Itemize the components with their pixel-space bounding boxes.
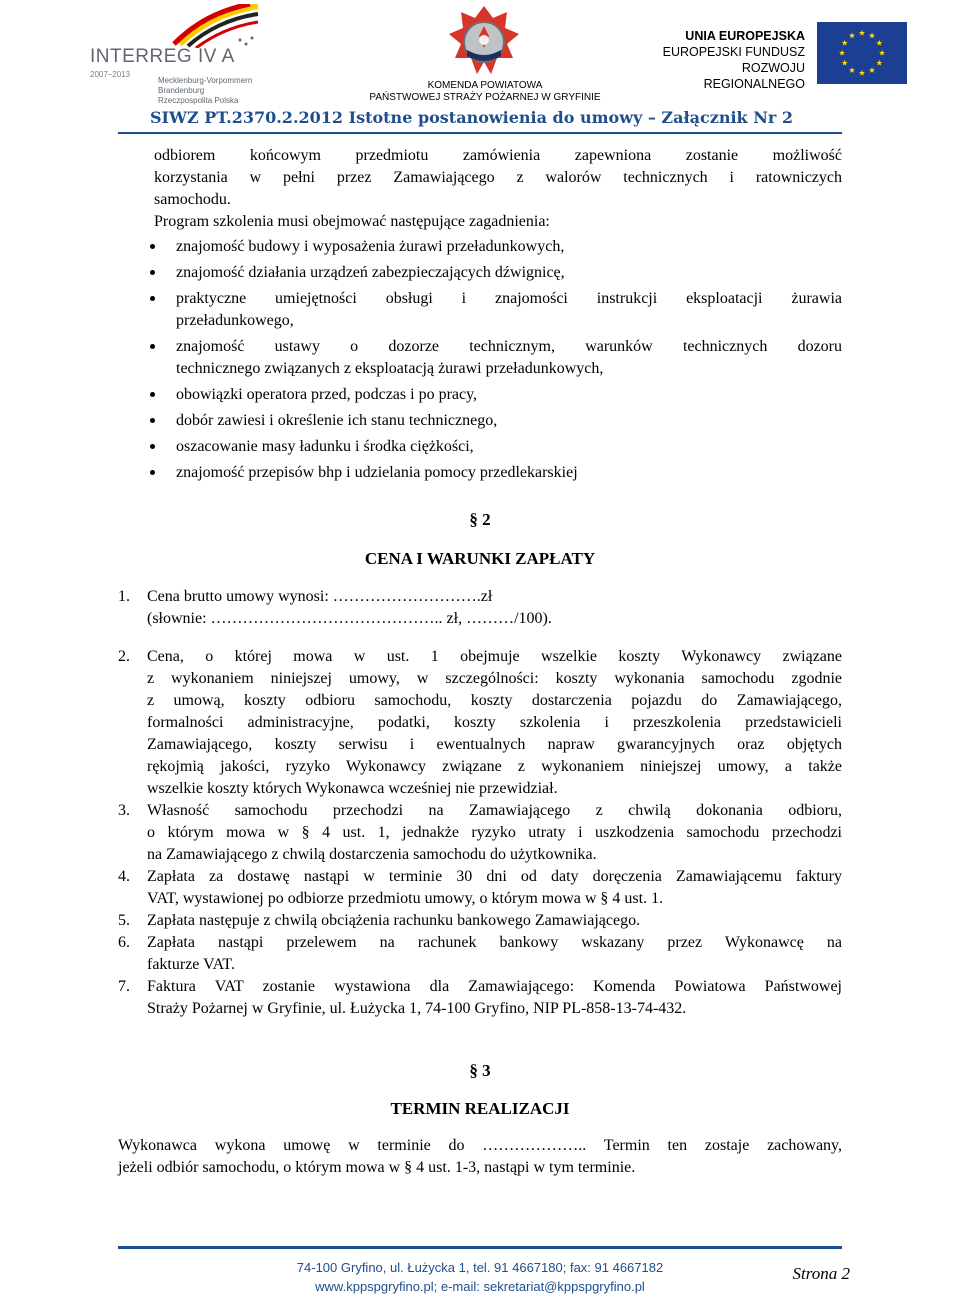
institution-name [340, 80, 630, 104]
institution-line-1: KOMENDA POWIATOWA [427, 80, 543, 91]
item-line: Faktura VAT zostanie wystawiona dla Zamawiającego: Komenda Powiatowa Państwowej [147, 978, 842, 995]
eu-line-3: ROZWOJU REGIONALNEGO [703, 61, 805, 91]
item-line: Straży Pożarnej w Gryfinie, ul. Łużycka 1, 74-100 Gryfino, NIP PL-858-13-74-432. [147, 1000, 687, 1017]
item-line: na Zamawiającego z chwilą dostarczenia samochodu do użytkownika. [147, 846, 597, 863]
item-line: Zapłata za dostawę nastąpi w terminie 30 dni od daty doręczenia Zamawiającemu faktury [147, 868, 842, 885]
interreg-years: 2007–2013 [90, 70, 131, 79]
interreg-title: INTERREG IV A [90, 46, 235, 67]
paragraph-line: korzystania w pełni przez Zamawiającego z walorów technicznych i ratowniczych [154, 169, 842, 186]
item-number: 1. [118, 588, 130, 605]
bullet-icon [150, 470, 155, 475]
header-divider [118, 132, 842, 134]
region-label: Brandenburg [158, 86, 205, 95]
list-item: obowiązki operatora przed, podczas i po pracy, [176, 386, 478, 403]
fire-brigade-emblem-icon [447, 4, 521, 80]
page-header [0, 0, 960, 135]
list-item: znajomość budowy i wyposażenia żurawi przeładunkowych, [176, 238, 565, 255]
section-title: TERMIN REALIZACJI [390, 1099, 570, 1118]
paragraph-line: odbiorem końcowym przedmiotu zamówienia zapewniona zostanie możliwość [154, 147, 842, 164]
footer-contact-line: www.kppspgryfino.pl; e-mail: sekretariat@kppspgryfino.pl [315, 1279, 645, 1294]
item-number: 2. [118, 648, 130, 665]
list-item: praktyczne umiejętności obsługi i znajomości instrukcji eksploatacji żurawia [176, 290, 842, 307]
institution-line-2: PAŃSTWOWEJ STRAŻY POŻARNEJ W GRYFINIE [369, 92, 601, 103]
list-item: znajomość ustawy o dozorze technicznym, warunków technicznych dozoru [176, 338, 842, 355]
list-item: oszacowanie masy ładunku i środka ciężkości, [176, 438, 474, 455]
item-line: Cena brutto umowy wynosi: ……………………….zł [147, 588, 493, 605]
eu-line-2: EUROPEJSKI FUNDUSZ [662, 45, 805, 59]
region-label: Rzeczpospolita Polska [158, 96, 239, 105]
footer-address-line: 74-100 Gryfino, ul. Łużycka 1, tel. 91 4667180; fax: 91 4667182 [296, 1260, 664, 1275]
item-number: 5. [118, 912, 130, 929]
bullet-icon [150, 392, 155, 397]
interreg-regions [158, 76, 252, 106]
list-item: znajomość działania urządzeń zabezpieczających dźwignicę, [176, 264, 565, 281]
item-line: Zapłata następuje z chwilą obciążenia rachunku bankowego Zamawiającego. [147, 912, 641, 929]
item-line: fakturze VAT. [147, 956, 235, 973]
item-line: z umową, koszty odbioru samochodu, koszty dostarczenia pojazdu do Zamawiającego, [147, 692, 842, 709]
list-item-continuation: technicznego związanych z eksploatacją żurawi przeładunkowych, [176, 360, 604, 377]
page-number: Strona 2 [792, 1264, 850, 1283]
interreg-logo [90, 4, 260, 104]
list-item: dobór zawiesi i określenie ich stanu technicznego, [176, 412, 498, 429]
item-line: VAT, wystawionej po odbiorze przedmiotu umowy, o którym mowa w § 4 ust. 1. [147, 890, 664, 907]
item-number: 6. [118, 934, 130, 951]
eu-label [645, 28, 805, 92]
item-line: formalności administracyjne, podatki, koszty szkolenia i przeszkolenia przedstawicieli [147, 714, 842, 731]
region-label: Mecklenburg-Vorpommern [158, 76, 253, 85]
item-line: z wykonaniem niniejszej umowy, w szczególności: koszty wykonania samochodu zgodnie [147, 670, 842, 687]
interreg-flags-icon [170, 4, 260, 48]
section-number: § 2 [469, 510, 491, 529]
paragraph-line: Wykonawca wykona umowę w terminie do ……………….. Termin ten zostaje zachowany, [118, 1137, 842, 1154]
bullet-icon [150, 244, 155, 249]
item-number: 3. [118, 802, 130, 819]
paragraph-line: jeżeli odbiór samochodu, o którym mowa w § 4 ust. 1-3, nastąpi w tym terminie. [118, 1159, 636, 1176]
item-number: 7. [118, 978, 130, 995]
bullet-icon [150, 344, 155, 349]
item-line: rękojmią jakości, ryzyko Wykonawcy związane z wykonaniem niniejszej umowy, a także [147, 758, 842, 775]
section-number: § 3 [469, 1061, 491, 1080]
item-line: Cena, o której mowa w ust. 1 obejmuje wszelkie koszty Wykonawcy związane [147, 648, 842, 665]
item-line: Zamawiającego, koszty serwisu i ewentualnych napraw gwarancyjnych oraz objętych [147, 736, 842, 753]
item-number: 4. [118, 868, 130, 885]
item-line: (słownie: …………………………………….. zł, ………/100). [147, 610, 552, 627]
item-line: Zapłata nastąpi przelewem na rachunek bankowy wskazany przez Wykonawcę na [147, 934, 842, 951]
item-line: Własność samochodu przechodzi na Zamawiającego z chwilą dokonania odbioru, [147, 802, 842, 819]
item-line: wszelkie koszty których Wykonawca wcześniej nie przewidział. [147, 780, 558, 797]
footer-address [180, 1258, 780, 1296]
footer-divider [118, 1246, 842, 1249]
bullet-icon [150, 270, 155, 275]
paragraph-line: samochodu. [154, 191, 231, 208]
program-heading: Program szkolenia musi obejmować następujące zagadnienia: [154, 213, 550, 230]
eu-flag-icon [817, 22, 907, 84]
bullet-icon [150, 296, 155, 301]
bullet-icon [150, 444, 155, 449]
item-line: o którym mowa w § 4 ust. 1, jednakże ryzyko utraty i uszkodzenia samochodu przechodzi [147, 824, 842, 841]
section-title: CENA I WARUNKI ZAPŁATY [364, 549, 596, 568]
eu-line-1: UNIA EUROPEJSKA [685, 29, 805, 43]
document-reference: SIWZ PT.2370.2.2012 Istotne postanowienia do umowy – Załącznik Nr 2 [150, 108, 793, 127]
list-item-continuation: przeładunkowego, [176, 312, 294, 329]
list-item: znajomość przepisów bhp i udzielania pomocy przedlekarskiej [176, 464, 578, 481]
bullet-icon [150, 418, 155, 423]
